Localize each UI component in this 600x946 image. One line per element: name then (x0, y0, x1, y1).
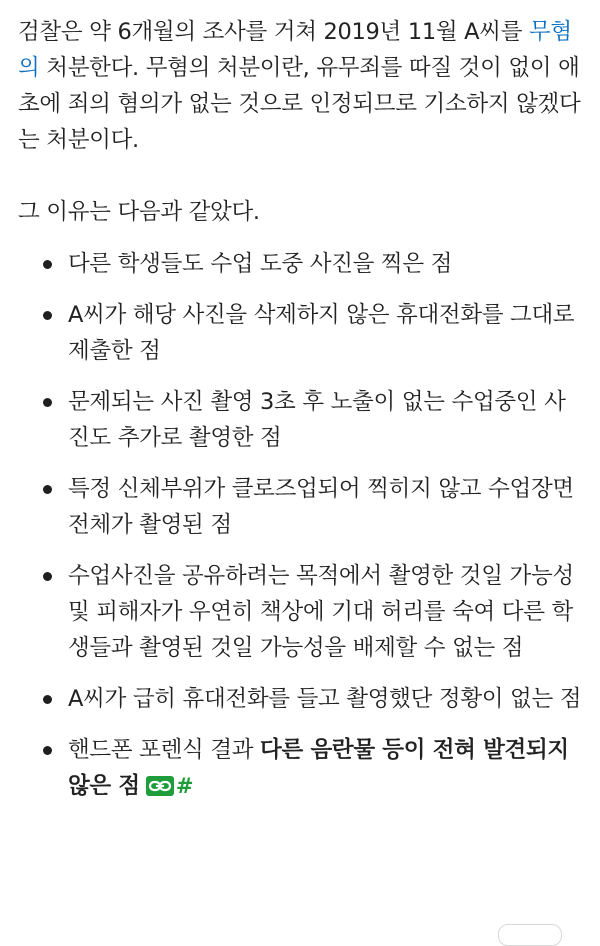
muhyeomui-link[interactable]: 무혐의 (18, 19, 572, 81)
intro-text-before-link: 검찰은 약 6개월의 조사를 거쳐 2019년 11월 A씨를 (18, 19, 529, 45)
reason-item-7-plain: 핸드폰 포렌식 결과 (68, 737, 261, 763)
reason-list (18, 246, 586, 804)
intro-text-after-link: 처분한다. 무혐의 처분이란, 유무죄를 따질 것이 없이 애초에 죄의 혐의가 없는 것으로 인정되므로 기소하지 않겠다는 처분이다. (18, 55, 581, 153)
floating-button-edge[interactable] (498, 924, 562, 946)
reason-intro-paragraph: 그 이유는 다음과 같았다. (18, 199, 260, 225)
reason-item-7-bold: 다른 음란물 등이 전혀 발견되지 않은 점 (68, 737, 569, 799)
reason-item-2: A씨가 해당 사진을 삭제하지 않은 휴대전화를 그대로 제출한 점 (18, 297, 586, 369)
section-anchor-link[interactable] (146, 768, 193, 804)
reason-item-3: 문제되는 사진 촬영 3초 후 노출이 없는 수업중인 사진도 추가로 촬영한 점 (18, 384, 586, 456)
reason-item-7 (18, 732, 586, 804)
reason-item-4: 특정 신체부위가 클로즈업되어 찍히지 않고 수업장면 전체가 촬영된 점 (18, 471, 586, 543)
reason-item-6: A씨가 급히 휴대전화를 들고 촬영했단 정황이 없는 점 (18, 681, 586, 717)
reason-item-5: 수업사진을 공유하려는 목적에서 촬영한 것일 가능성 및 피해자가 우연히 책상에 기대 허리를 숙여 다른 학생들과 촬영된 것일 가능성을 배제할 수 없는 점 (18, 558, 586, 666)
link-chain-icon (146, 776, 174, 796)
intro-paragraph (18, 14, 586, 158)
anchor-hash[interactable]: # (175, 774, 194, 798)
reason-item-1: 다른 학생들도 수업 도중 사진을 찍은 점 (18, 246, 586, 282)
article-body (18, 14, 586, 819)
